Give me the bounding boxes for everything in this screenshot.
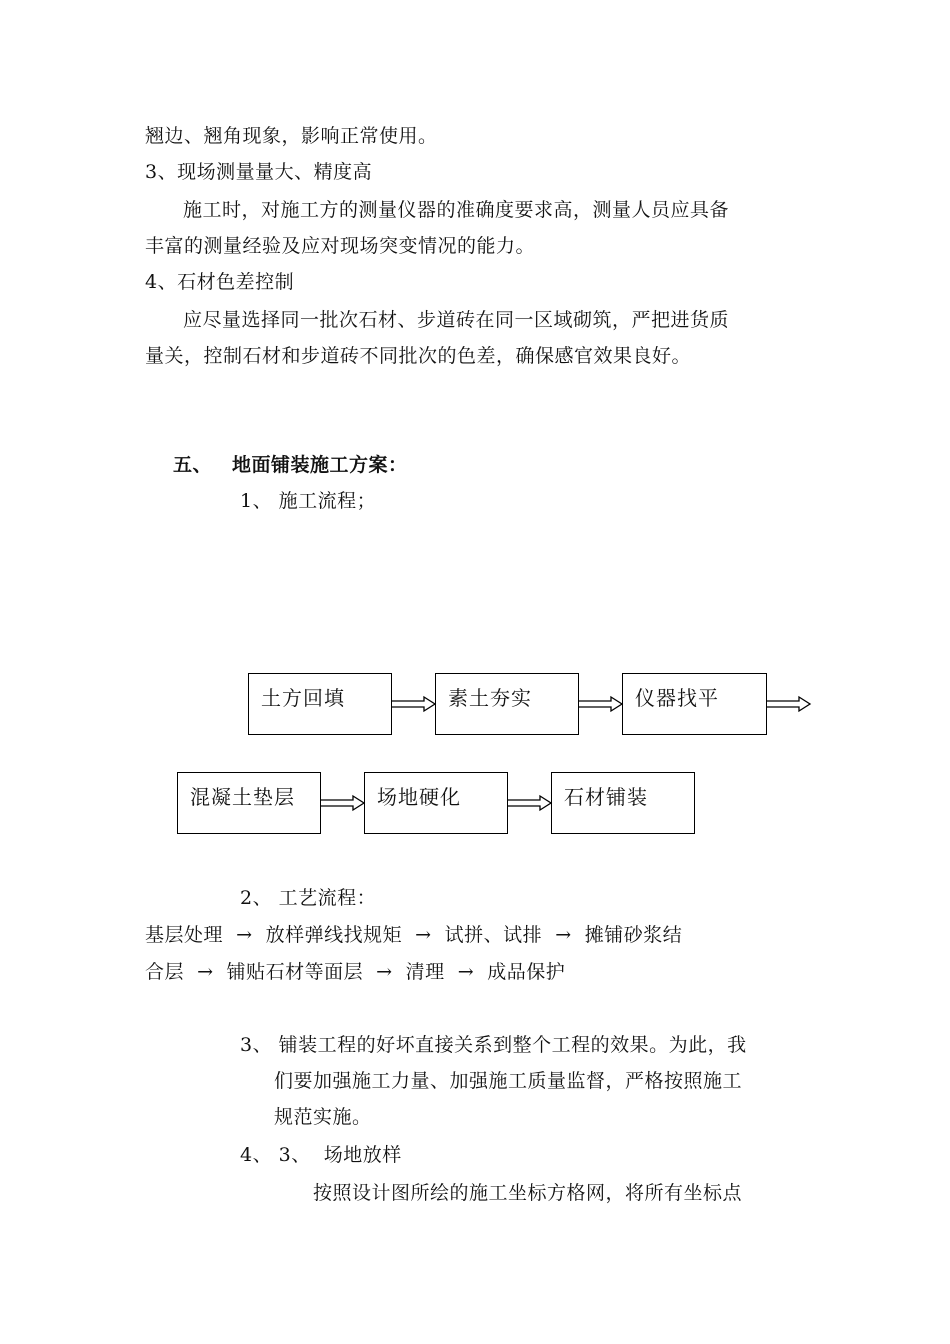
flow-arrow xyxy=(321,796,365,810)
item3-line: 们要加强施工力量、加强施工质量监督，严格按照施工 xyxy=(274,1070,743,1092)
item3-line: 规范实施。 xyxy=(274,1106,372,1128)
heading-4: 4、石材色差控制 xyxy=(145,271,295,293)
heading-3: 3、现场测量量大、精度高 xyxy=(145,161,373,183)
paragraph-line: 施工时，对施工方的测量仪器的准确度要求高，测量人员应具备 xyxy=(183,199,730,221)
flow-box: 仪器找平 xyxy=(622,673,767,735)
paragraph-line: 量关，控制石材和步道砖不同批次的色差，确保感官效果良好。 xyxy=(145,345,692,367)
flow-arrow xyxy=(392,697,436,711)
paragraph-line: 应尽量选择同一批次石材、步道砖在同一区域砌筑，严把进货质 xyxy=(183,309,730,331)
flow-box: 场地硬化 xyxy=(364,772,508,834)
section-title: 地面铺装施工方案： xyxy=(232,454,408,476)
flow-box: 素土夯实 xyxy=(435,673,579,735)
flow-arrow xyxy=(767,697,811,711)
flow-box: 土方回填 xyxy=(248,673,392,735)
flow-box: 混凝土垫层 xyxy=(177,772,321,834)
paragraph-line: 丰富的测量经验及应对现场突变情况的能力。 xyxy=(145,235,536,257)
item3-line: 3、 铺装工程的好坏直接关系到整个工程的效果。为此，我 xyxy=(240,1034,747,1056)
subheading-process: 2、 工艺流程： xyxy=(240,887,377,909)
paragraph-line: 翘边、翘角现象，影响正常使用。 xyxy=(145,125,438,147)
process-line: 基层处理 → 放样弹线找规矩 → 试拼、试排 → 摊铺砂浆结 xyxy=(145,924,683,946)
section-number: 五、 xyxy=(173,454,213,476)
process-line: 合层 → 铺贴石材等面层 → 清理 → 成品保护 xyxy=(145,961,566,983)
flow-box: 石材铺装 xyxy=(551,772,695,834)
flow-arrow xyxy=(508,796,552,810)
item4-text: 按照设计图所绘的施工坐标方格网，将所有坐标点 xyxy=(313,1182,743,1204)
item4-heading: 4、 3、 场地放样 xyxy=(240,1144,402,1166)
flow-arrow xyxy=(579,697,623,711)
subheading-flow: 1、 施工流程； xyxy=(240,490,377,512)
